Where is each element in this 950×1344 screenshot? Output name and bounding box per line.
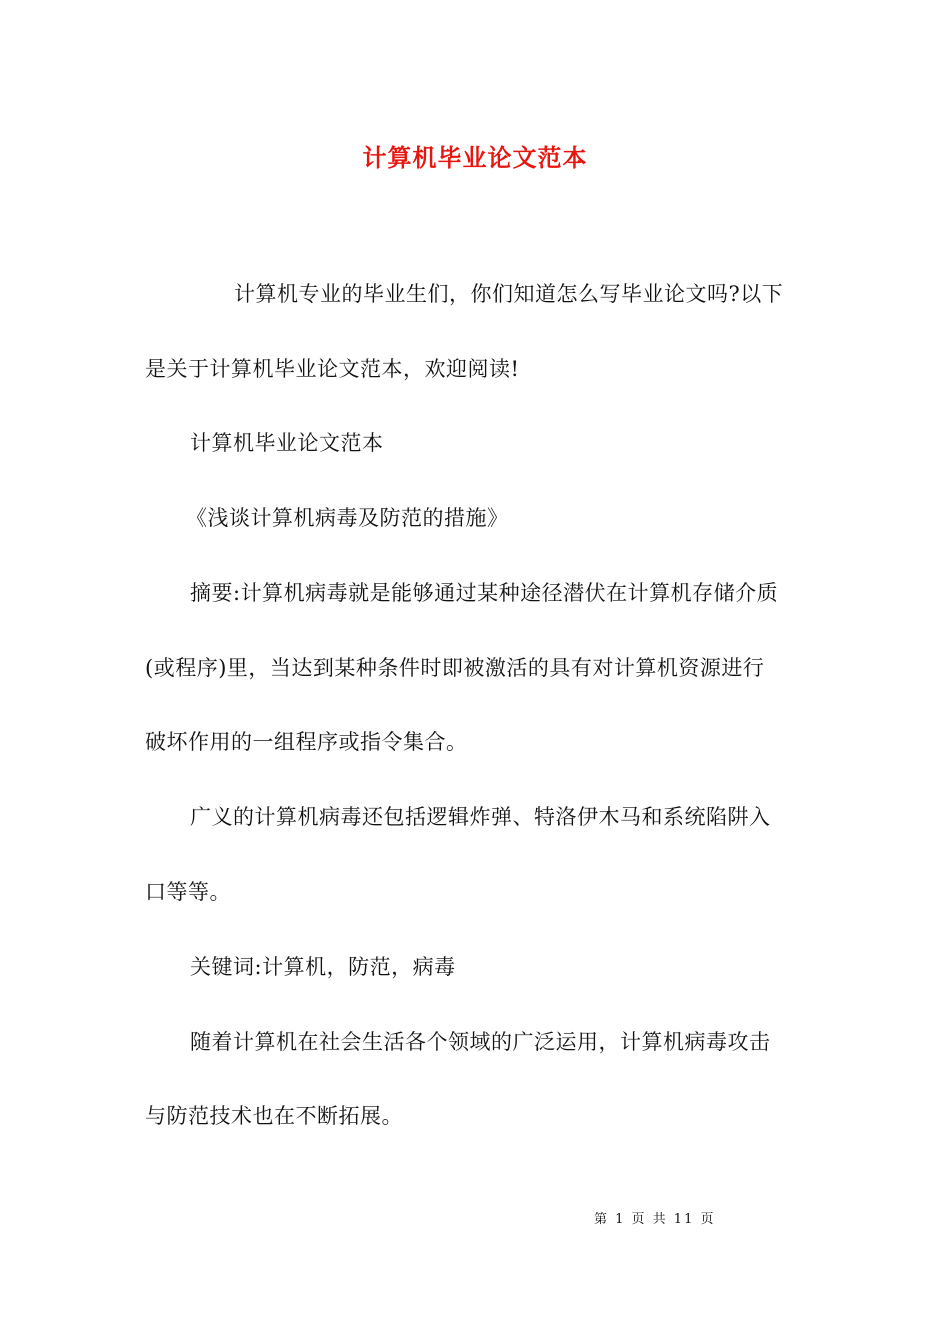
paper-title: 《浅谈计算机病毒及防范的措施》 xyxy=(186,506,509,530)
body-paragraph-line-2: 与防范技术也在不断拓展。 xyxy=(145,1104,403,1128)
abstract-line-1: 摘要:计算机病毒就是能够通过某种途径潜伏在计算机存储介质 xyxy=(190,581,779,605)
document-title: 计算机毕业论文范本 xyxy=(362,143,588,172)
section-heading: 计算机毕业论文范本 xyxy=(190,431,384,455)
paragraph-intro-line-1: 计算机专业的毕业生们，你们知道怎么写毕业论文吗?以下 xyxy=(234,282,784,306)
paragraph-intro-line-2: 是关于计算机毕业论文范本，欢迎阅读! xyxy=(145,357,520,381)
abstract-line-3: 破坏作用的一组程序或指令集合。 xyxy=(145,730,468,754)
keywords-line: 关键词:计算机，防范，病毒 xyxy=(190,955,456,979)
broad-definition-line-1: 广义的计算机病毒还包括逻辑炸弹、特洛伊木马和系统陷阱入 xyxy=(190,805,771,829)
body-paragraph-line-1: 随着计算机在社会生活各个领域的广泛运用，计算机病毒攻击 xyxy=(190,1030,771,1054)
abstract-line-2: (或程序)里，当达到某种条件时即被激活的具有对计算机资源进行 xyxy=(145,656,765,680)
page-number-footer: 第 1 页 共 11 页 xyxy=(594,1212,716,1227)
broad-definition-line-2: 口等等。 xyxy=(145,880,231,904)
